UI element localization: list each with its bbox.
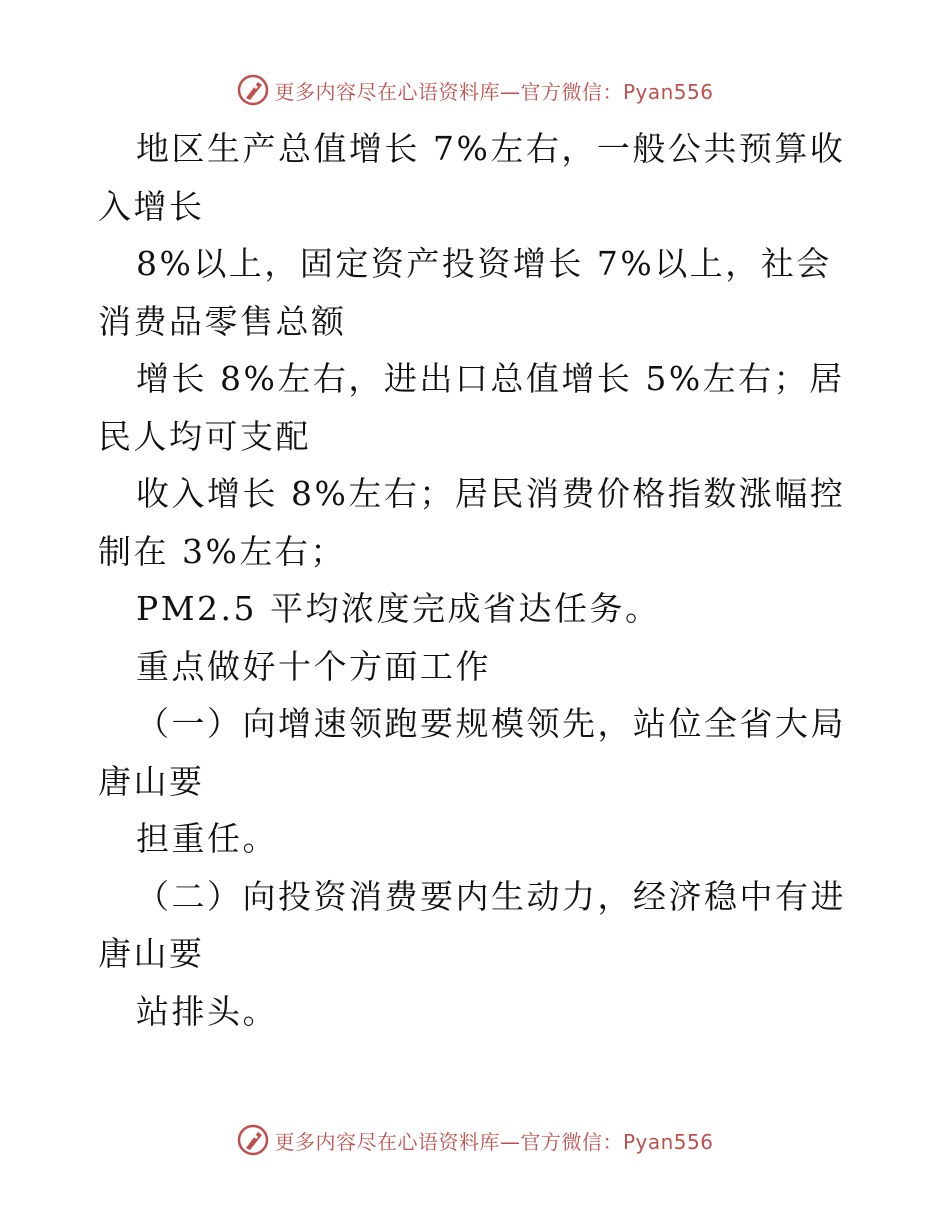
- paragraph-8: 担重任。: [136, 819, 278, 858]
- paragraph-9: （二）向投资消费要内生动力，经济稳中有进唐山要: [98, 876, 846, 973]
- paragraph-10: 站排头。: [136, 991, 278, 1031]
- paragraph-4: 收入增长 8%左右；居民消费价格指数涨幅控制在 3%左右；: [98, 474, 846, 571]
- header-watermark-banner: [0, 70, 950, 110]
- paragraph-6: 重点做好十个方面工作: [136, 646, 491, 686]
- header-banner-text: 更多内容尽在心语资料库—官方微信：Pyan556: [274, 79, 714, 104]
- paragraph-3: 增长 8%左右，进出口总值增长 5%左右；居民人均可支配: [98, 359, 845, 456]
- footer-watermark-banner: [0, 1120, 950, 1160]
- paragraph-7: （一）向增速领跑要规模领先，站位全省大局唐山要: [98, 704, 846, 801]
- paragraph-5: PM2.5 平均浓度完成省达任务。: [136, 589, 661, 628]
- pen-nib-logo-icon: [236, 1123, 270, 1157]
- paragraph-1: 地区生产总值增长 7%左右，一般公共预算收入增长: [98, 129, 846, 226]
- footer-banner-text: 更多内容尽在心语资料库—官方微信：Pyan556: [274, 1129, 714, 1154]
- pen-nib-logo-icon: [236, 73, 270, 107]
- paragraph-2: 8%以上，固定资产投资增长 7%以上，社会消费品零售总额: [98, 244, 832, 341]
- document-body: [98, 120, 858, 1040]
